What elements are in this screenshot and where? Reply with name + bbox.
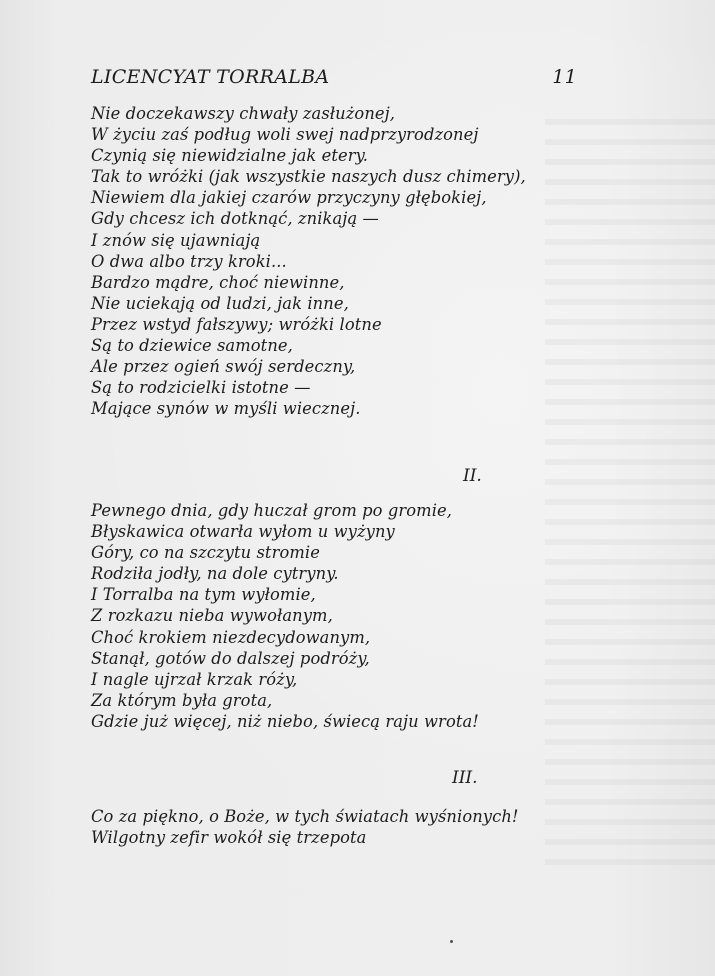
- verse-line: Nie uciekają od ludzi, jak inne,: [91, 293, 349, 313]
- bleed-through-shadow: [545, 105, 715, 865]
- verse-line: Czynią się niewidzialne jak etery.: [91, 146, 369, 166]
- stanza-2: [91, 500, 479, 732]
- verse-line: Tak to wróżki (jak wszystkie naszych dusz chimery),: [91, 167, 526, 187]
- verse-line: Błyskawica otwarła wyłom u wyżyny: [91, 522, 395, 542]
- verse-line: O dwa albo trzy kroki...: [91, 251, 287, 271]
- ink-speck: [450, 940, 453, 943]
- verse-line: Stanął, gotów do dalszej podróży,: [91, 648, 370, 668]
- page-header: [91, 66, 577, 90]
- verse-line: Rodziła jodły, na dole cytryny.: [91, 564, 339, 584]
- verse-line: Gdzie już więcej, niż niebo, świecą raju wrota!: [91, 711, 479, 731]
- verse-line: Przez wstyd fałszywy; wróżki lotne: [91, 314, 382, 334]
- stanza-1: [91, 103, 526, 419]
- verse-line: Wilgotny zefir wokół się trzepota: [91, 828, 367, 848]
- verse-line: Góry, co na szczytu stromie: [91, 543, 320, 563]
- running-title: LICENCYAT TORRALBA: [91, 66, 330, 88]
- verse-line: W życiu zaś podług woli swej nadprzyrodzonej: [91, 125, 479, 145]
- verse-line: Są to dziewice samotne,: [91, 336, 293, 356]
- verse-line: Za którym była grota,: [91, 690, 273, 710]
- verse-line: I znów się ujawniają: [91, 230, 261, 250]
- verse-line: Są to rodzicielki istotne —: [91, 378, 311, 398]
- verse-line: Bardzo mądre, choć niewinne,: [91, 272, 345, 292]
- page-number: 11: [552, 66, 577, 88]
- section-heading-2: II.: [463, 466, 482, 486]
- verse-line: Pewnego dnia, gdy huczał grom po gromie,: [91, 501, 453, 520]
- section-heading-3: III.: [452, 768, 478, 788]
- verse-line: Nie doczekawszy chwały zasłużonej,: [91, 104, 396, 123]
- verse-line: Niewiem dla jakiej czarów przyczyny głębokiej,: [91, 188, 487, 208]
- verse-line: Gdy chcesz ich dotknąć, znikają —: [91, 209, 379, 229]
- verse-line: Ale przez ogień swój serdeczny,: [91, 357, 356, 377]
- verse-line: Z rozkazu nieba wywołanym,: [91, 606, 333, 626]
- stanza-3: [91, 806, 519, 848]
- verse-line: Choć krokiem niezdecydowanym,: [91, 627, 371, 647]
- verse-line: I Torralba na tym wyłomie,: [91, 585, 316, 605]
- verse-line: Mające synów w myśli wiecznej.: [91, 399, 361, 419]
- verse-line: I nagle ujrzał krzak róży,: [91, 669, 298, 689]
- verse-line: Co za piękno, o Boże, w tych światach wyśnionych!: [91, 807, 519, 826]
